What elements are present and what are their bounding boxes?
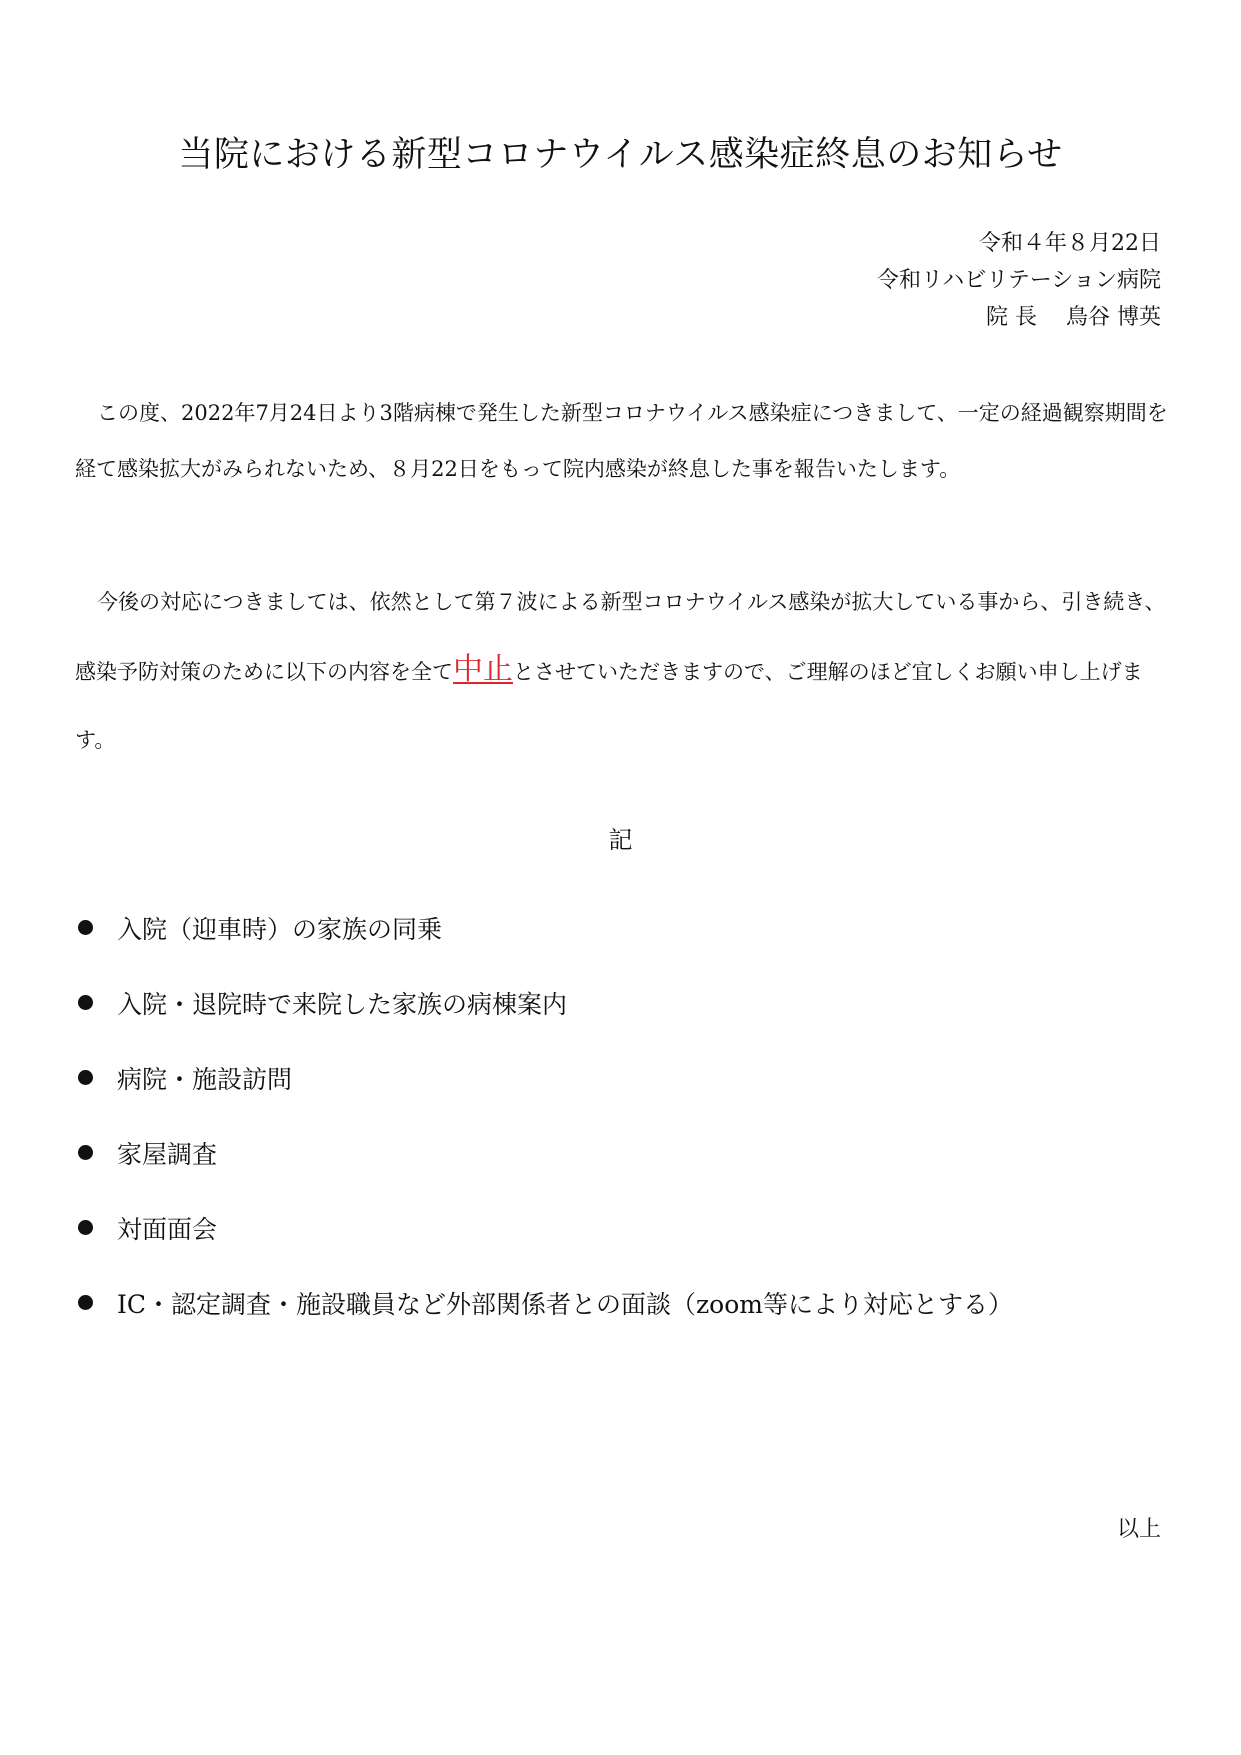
list-item-text: 対面面会 [117, 1214, 218, 1244]
suspended-items-list [75, 890, 1013, 1340]
closing-word: 以上 [1116, 1517, 1161, 1542]
organization-name: 令和リハビリテーション病院 [876, 268, 1161, 293]
list-item [75, 965, 1013, 1040]
bullet-icon [78, 1295, 93, 1310]
paragraph-1-text: この度、2022年7月24日より3階病棟で発生した新型コロナウイルス感染症につきまして、一定の経過観察期間を経て感染拡大がみられないため、８月22日をもって院内感染が終息した事を報告いたします。 [75, 401, 1168, 481]
list-item-text: IC・認定調査・施設職員など外部関係者との面談（zoom等により対応とする） [117, 1289, 1013, 1319]
list-item-text: 病院・施設訪問 [117, 1064, 293, 1094]
paragraph-2-text-before: 今後の対応につきましては、依然として第７波による新型コロナウイルス感染が拡大している事から、引き続き、感染予防対策のために以下の内容を全て [75, 590, 1166, 684]
signatory: 院 長 鳥谷 博英 [986, 305, 1161, 330]
list-item [75, 1265, 1013, 1340]
list-item [75, 890, 1013, 965]
list-item-text: 家屋調査 [117, 1139, 218, 1169]
body-paragraph-2 [75, 568, 1175, 774]
body-paragraph-1 [75, 385, 1175, 497]
list-item [75, 1190, 1013, 1265]
bullet-icon [78, 920, 93, 935]
bullet-icon [78, 1070, 93, 1085]
issue-date: 令和４年８月22日 [979, 231, 1161, 256]
bullet-icon [78, 1220, 93, 1235]
list-item [75, 1115, 1013, 1190]
cancellation-emphasis: 中止 [453, 652, 513, 687]
paragraph-2-text-after: とさせていただきますので、ご理解のほど宜しくお願い申し上げます。 [75, 660, 1143, 752]
document-title: 当院における新型コロナウイルス感染症終息のお知らせ [178, 135, 1063, 175]
list-item-text: 入院（迎車時）の家族の同乗 [117, 914, 443, 944]
list-item [75, 1040, 1013, 1115]
ki-heading: 記 [608, 826, 633, 854]
header-block [877, 225, 1161, 336]
list-item-text: 入院・退院時で来院した家族の病棟案内 [117, 989, 568, 1019]
bullet-icon [78, 995, 93, 1010]
bullet-icon [78, 1145, 93, 1160]
